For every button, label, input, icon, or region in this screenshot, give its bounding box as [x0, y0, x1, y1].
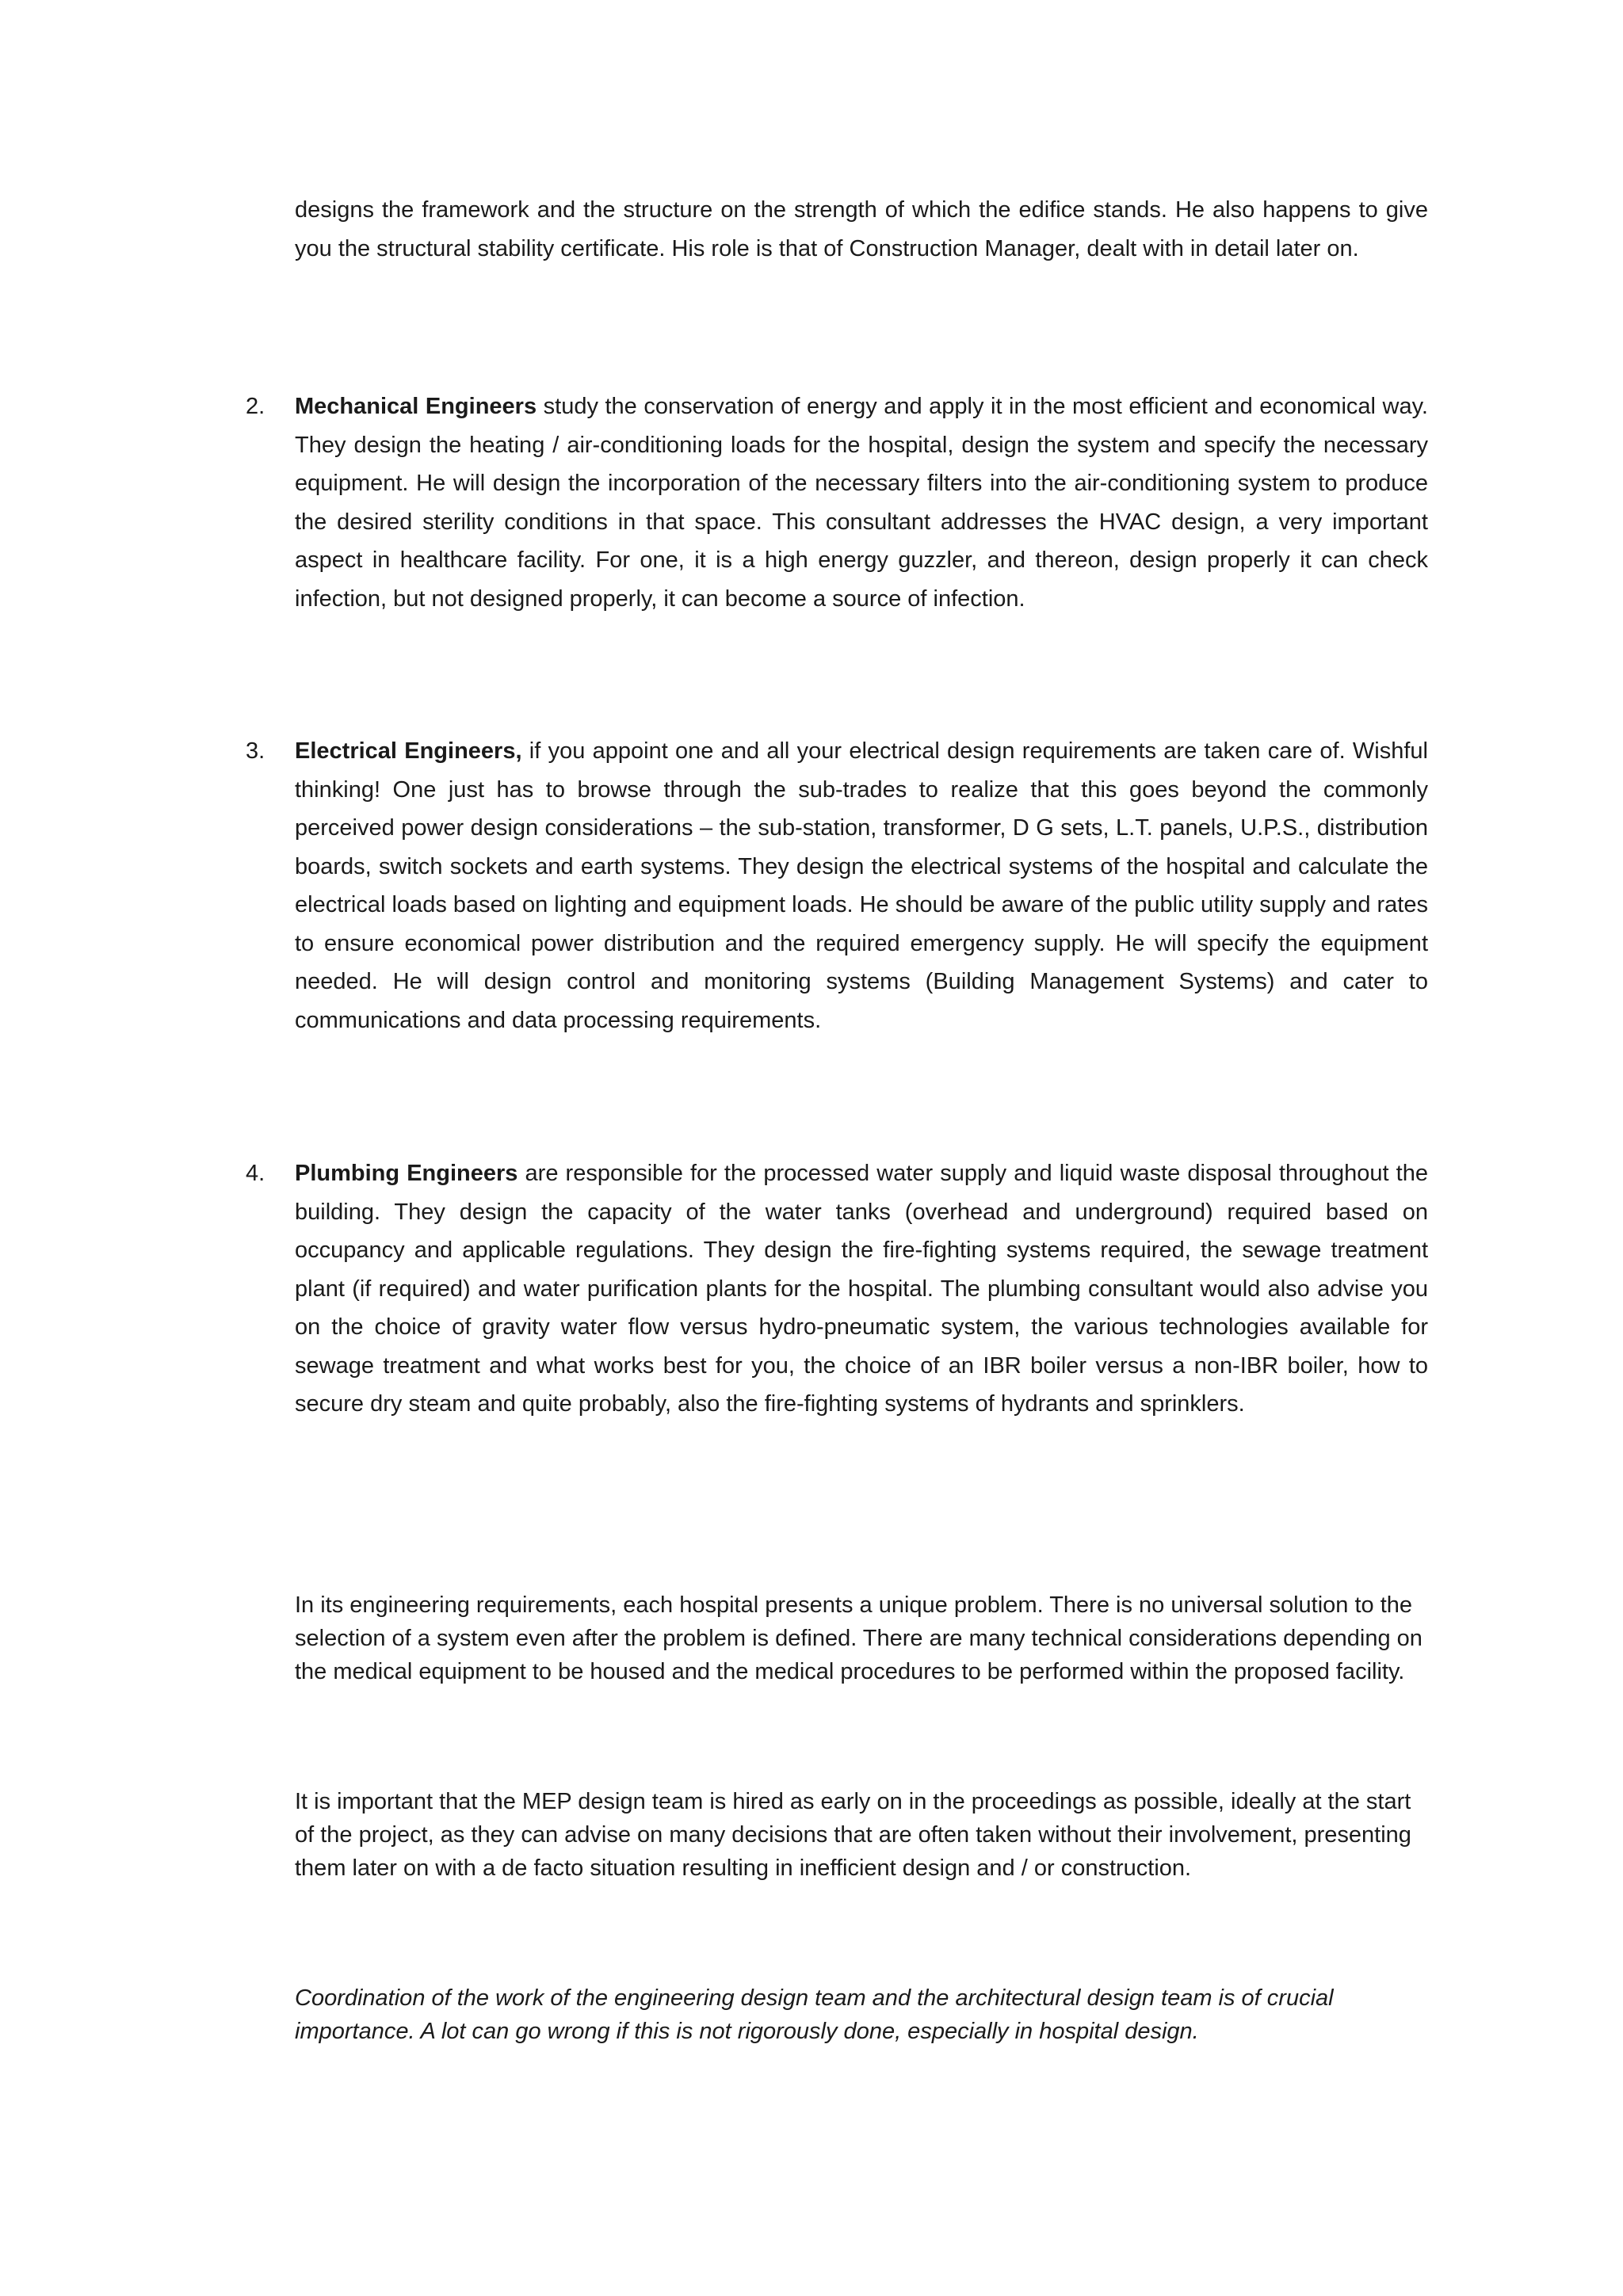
list-item-text: study the conservation of energy and apply it in the most efficient and economical way. They design the heating / air-conditioning loads for the hospital, design the system and specify the necessary equipment. He will design the incorporation of the necessary filters into the air-conditioning system to produce the desired sterility conditions in that space. This consultant addresses the HVAC design, a very important aspect in healthcare facility. For one, it is a high energy guzzler, and thereon, design properly it can check infection, but not designed properly, it can become a source of infection.	[295, 394, 1428, 612]
intro-paragraph: designs the framework and the structure on the strength of which the edifice stands. He also happens to give you the structural stability certificate. His role is that of Construction Manager, dealt with in detail later on.	[295, 197, 1428, 261]
list-item-text: are responsible for the processed water supply and liquid waste disposal throughout the building. They design the capacity of the water tanks (overhead and underground) required based on occupancy and applicable regulations. They design the fire-fighting systems required, the sewage treatment plant (if required) and water purification plants for the hospital. The plumbing consultant would also advise you on the choice of gravity water flow versus hydro-pneumatic system, the various technologies available for sewage treatment and what works best for you, the choice of an IBR boiler versus a non-IBR boiler, how to secure dry steam and quite probably, also the fire-fighting systems of hydrants and sprinklers.	[295, 1161, 1428, 1417]
list-item-text: if you appoint one and all your electrical design requirements are taken care of. Wishful thinking! One just has to browse through the sub-trades to realize that this goes beyond the commonly perceived power design considerations – the sub-station, transformer, D G sets, L.T. panels, U.P.S., distribution boards, switch sockets and earth systems. They design the electrical systems of the hospital and calculate the electrical loads based on lighting and equipment loads. He should be aware of the public utility supply and rates to ensure economical power distribution and the required emergency supply. He will specify the equipment needed. He will design control and monitoring systems (Building Management Systems) and cater to communications and data processing requirements.	[295, 738, 1428, 1033]
term-plumbing-engineers: Plumbing Engineers	[295, 1161, 518, 1186]
paragraph-unique-problem: In its engineering requirements, each hospital presents a unique problem. There is no universal solution to the selection of a system even after the problem is defined. There are many technical considerations depending on the medical equipment to be housed and the medical procedures to be performed within the proposed facility.	[295, 1592, 1423, 1684]
paragraph-mep-team: It is important that the MEP design team is hired as early on in the proceedings as possible, ideally at the start of the project, as they can advise on many decisions that are often taken without their involvement, presenting them later on with a de facto situation resulting in inefficient design and / or construction.	[295, 1789, 1411, 1881]
list-item-number: 2.	[246, 394, 265, 419]
term-mechanical-engineers: Mechanical Engineers	[295, 394, 537, 419]
list-item-mechanical-engineers	[295, 387, 1428, 618]
paragraph-coordination: Coordination of the work of the engineering design team and the architectural design team is of crucial importance. A lot can go wrong if this is not rigorously done, especially in hospital design.	[295, 1985, 1334, 2044]
list-item-number: 4.	[246, 1161, 265, 1186]
term-electrical-engineers: Electrical Engineers,	[295, 738, 522, 764]
list-item-number: 3.	[246, 738, 265, 764]
list-item-plumbing-engineers	[295, 1154, 1428, 1424]
list-item-electrical-engineers	[295, 732, 1428, 1039]
